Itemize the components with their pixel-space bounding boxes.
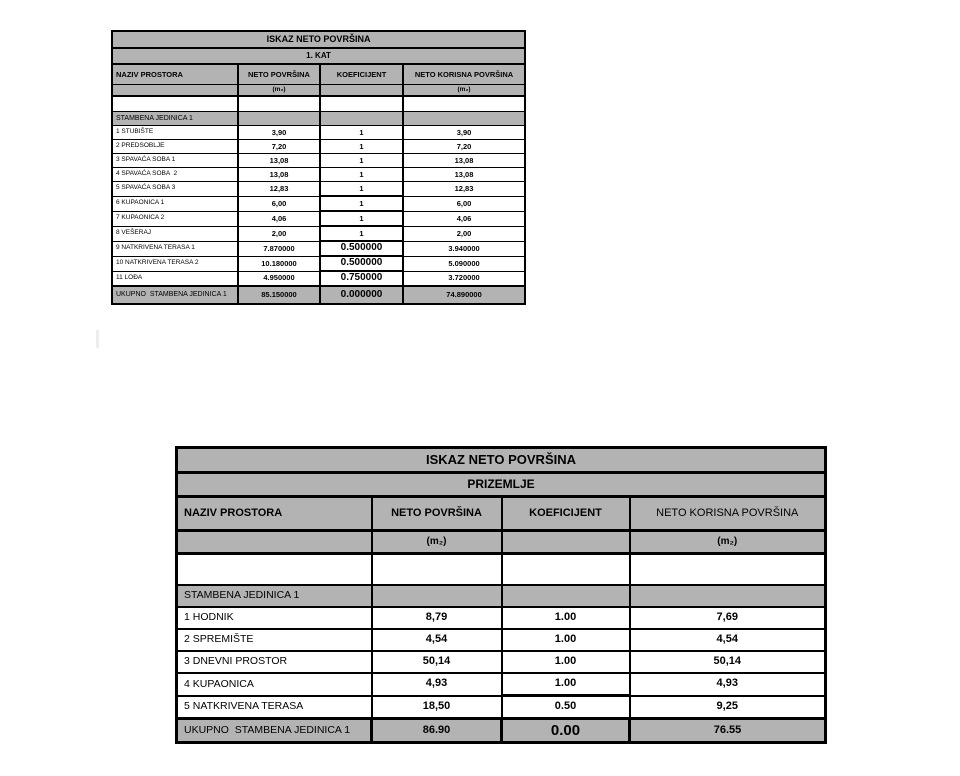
neto-value: 18,50 [372,696,502,719]
korisna-value: 5.090000 [403,256,525,271]
neto-value: 2,00 [238,226,320,241]
korisna-value: 13,08 [403,154,525,168]
korisna-value: 13,08 [403,168,525,182]
table-row [112,241,525,256]
room-name: 9 NATKRIVENA TERASA 1 [112,241,238,256]
korisna-value: 2,00 [403,226,525,241]
table-row [112,256,525,271]
table-row [177,607,826,629]
empty-cell [403,112,525,126]
neto-value: 13,08 [238,154,320,168]
header-neto-povrsina: NETO POVRŠINA [238,64,320,85]
korisna-value: 7,69 [630,607,826,629]
table-row [112,126,525,140]
room-name: 4 SPAVAĆA SOBA 2 [112,168,238,182]
neto-value: 12,83 [238,182,320,197]
unit-m2: (m₂) [372,531,502,554]
total-korisna: 74.890000 [403,286,525,304]
room-name: 5 NATKRIVENA TERASA [177,696,372,719]
koef-value: 1.00 [502,673,630,696]
empty-cell [502,531,630,554]
room-name: 3 SPAVAĆA SOBA 1 [112,154,238,168]
neto-value: 4,06 [238,211,320,226]
room-name: 11 LOĐA [112,271,238,286]
total-neto: 85.150000 [238,286,320,304]
korisna-value: 12,83 [403,182,525,197]
table-row [112,154,525,168]
unit-m2: (m₂) [238,85,320,97]
korisna-value: 9,25 [630,696,826,719]
room-name: 2 PREDSOBLJE [112,140,238,154]
koef-value: 1 [320,226,403,241]
korisna-value: 3,90 [403,126,525,140]
table-title: ISKAZ NETO POVRŠINA [177,448,826,473]
koef-value: 1 [320,182,403,197]
unit-m2: (m₂) [403,85,525,97]
koef-value: 1 [320,154,403,168]
empty-cell [403,96,525,112]
koef-value: 1.00 [502,651,630,673]
table-row [177,696,826,719]
neto-value: 4.950000 [238,271,320,286]
total-koef: 0.000000 [320,286,403,304]
koef-value: 1 [320,140,403,154]
neto-value: 4,93 [372,673,502,696]
room-name: 8 VEŠERAJ [112,226,238,241]
table-row [112,140,525,154]
table-row [112,182,525,197]
header-naziv-prostora: NAZIV PROSTORA [177,497,372,531]
total-row [177,719,826,743]
section-label: STAMBENA JEDINICA 1 [112,112,238,126]
neto-value: 13,08 [238,168,320,182]
empty-cell [320,85,403,97]
empty-cell [238,96,320,112]
table-row [112,226,525,241]
koef-value: 1 [320,211,403,226]
koef-value: 0.500000 [320,256,403,271]
total-label: UKUPNO STAMBENA JEDINICA 1 [177,719,372,743]
empty-cell [177,531,372,554]
header-neto-korisna: NETO KORISNA POVRŠINA [403,64,525,85]
korisna-value: 4,93 [630,673,826,696]
neto-value: 4,54 [372,629,502,651]
table-row [112,196,525,211]
section-label: STAMBENA JEDINICA 1 [177,585,372,607]
total-korisna: 76.55 [630,719,826,743]
header-naziv-prostora: NAZIV PROSTORA [112,64,238,85]
table-row [112,168,525,182]
korisna-value: 4,54 [630,629,826,651]
total-label: UKUPNO STAMBENA JEDINICA 1 [112,286,238,304]
floor-label: PRIZEMLJE [177,473,826,497]
area-table-1kat [111,30,526,305]
empty-cell [320,96,403,112]
total-neto: 86.90 [372,719,502,743]
scan-artifact [96,330,99,348]
empty-cell [320,112,403,126]
neto-value: 8,79 [372,607,502,629]
room-name: 1 STUBIŠTE [112,126,238,140]
korisna-value: 3.940000 [403,241,525,256]
header-koeficijent: KOEFICIJENT [502,497,630,531]
header-neto-korisna: NETO KORISNA POVRŠINA [630,497,826,531]
empty-cell [238,112,320,126]
empty-cell [112,96,238,112]
table-row [112,211,525,226]
room-name: 7 KUPAONICA 2 [112,211,238,226]
empty-cell [177,554,372,586]
neto-value: 7.870000 [238,241,320,256]
empty-cell [502,585,630,607]
total-koef: 0.00 [502,719,630,743]
korisna-value: 4,06 [403,211,525,226]
room-name: 10 NATKRIVENA TERASA 2 [112,256,238,271]
header-neto-povrsina: NETO POVRŠINA [372,497,502,531]
neto-value: 50,14 [372,651,502,673]
table-title: ISKAZ NETO POVRŠINA [112,31,525,48]
korisna-value: 50,14 [630,651,826,673]
empty-cell [630,554,826,586]
room-name: 6 KUPAONICA 1 [112,196,238,211]
empty-cell [372,554,502,586]
table-row [177,651,826,673]
koef-value: 1 [320,196,403,211]
table-row [177,629,826,651]
koef-value: 0.750000 [320,271,403,286]
total-row [112,286,525,304]
koef-value: 0.500000 [320,241,403,256]
room-name: 4 KUPAONICA [177,673,372,696]
empty-cell [112,85,238,97]
table-row [112,271,525,286]
room-name: 2 SPREMIŠTE [177,629,372,651]
koef-value: 1 [320,126,403,140]
floor-label: 1. KAT [112,48,525,64]
room-name: 1 HODNIK [177,607,372,629]
empty-cell [502,554,630,586]
neto-value: 10.180000 [238,256,320,271]
table-row [177,673,826,696]
korisna-value: 3.720000 [403,271,525,286]
room-name: 3 DNEVNI PROSTOR [177,651,372,673]
empty-cell [372,585,502,607]
neto-value: 6,00 [238,196,320,211]
neto-value: 3,90 [238,126,320,140]
area-table-prizemlje [175,446,827,744]
koef-value: 1.00 [502,629,630,651]
header-koeficijent: KOEFICIJENT [320,64,403,85]
korisna-value: 6,00 [403,196,525,211]
room-name: 5 SPAVAĆA SOBA 3 [112,182,238,197]
unit-m2: (m₂) [630,531,826,554]
korisna-value: 7,20 [403,140,525,154]
neto-value: 7,20 [238,140,320,154]
koef-value: 0.50 [502,696,630,719]
koef-value: 1.00 [502,607,630,629]
koef-value: 1 [320,168,403,182]
empty-cell [630,585,826,607]
